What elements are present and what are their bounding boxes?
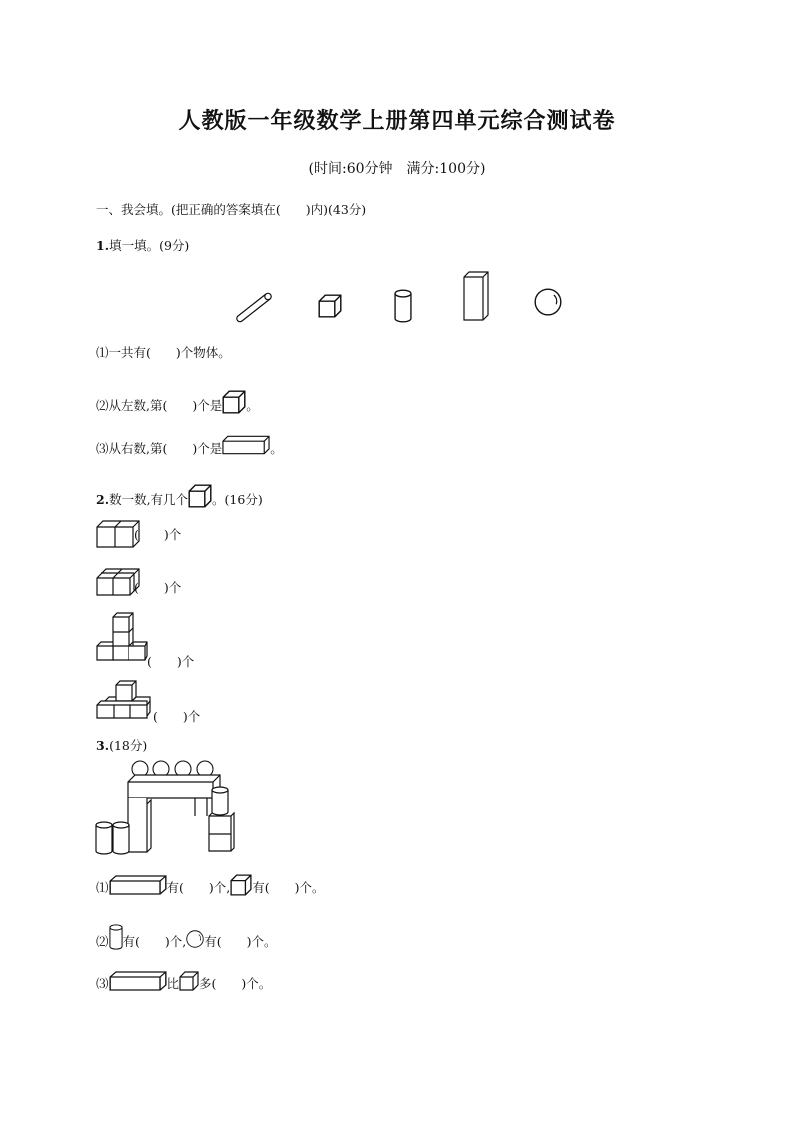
q3-part3-text-a: 比 (166, 976, 180, 991)
q2-answer-b: ( )个 (134, 580, 182, 595)
q3-part2-text-a: 有( )个, (122, 934, 187, 949)
q1-number: 1. (96, 238, 110, 253)
page-subtitle: (时间:60分钟 满分:100分) (308, 161, 486, 177)
q3-part3 (96, 971, 271, 992)
cube-icon (318, 294, 342, 318)
page-title: 人教版一年级数学上册第四单元综合测试卷 (178, 108, 616, 134)
ball-icon (186, 930, 204, 948)
q3-part2-marker: ⑵ (96, 934, 109, 949)
gate-building-figure (95, 760, 237, 856)
q3-part3-marker: ⑶ (96, 976, 109, 991)
q3-part1-marker: ⑴ (96, 880, 109, 895)
rod-cylinder-icon (234, 290, 274, 324)
q1-text: 填一填。(9分) (109, 238, 190, 253)
section-1-heading: 一、我会填。(把正确的答案填在( )内)(43分) (96, 202, 367, 217)
cuboid-icon (222, 435, 270, 455)
q1-part2-end: 。 (246, 398, 259, 413)
q1-part2 (96, 390, 259, 414)
tall-cuboid-icon (463, 271, 489, 321)
q3-part3-text-b: 多( )个。 (199, 976, 272, 991)
cube-icon (179, 971, 199, 991)
q2-heading (96, 484, 263, 508)
cylinder-icon (390, 289, 416, 323)
q2-answer-a: ( )个 (134, 527, 182, 542)
cuboid-icon (109, 971, 167, 991)
q1-part3-end: 。 (270, 441, 283, 456)
cube-icon (230, 874, 252, 896)
q1-part3-text: ⑶从右数,第( )个是 (96, 441, 223, 456)
q3-part1-text-a: 有( )个, (166, 880, 231, 895)
q1-heading (96, 236, 189, 254)
ball-icon (534, 288, 562, 316)
q3-part2 (96, 924, 277, 950)
q2-answer-d: ( )个 (153, 709, 201, 724)
q3-part2-text-b: 有( )个。 (204, 934, 277, 949)
q2-answer-c: ( )个 (147, 654, 195, 669)
q3-part1-text-b: 有( )个。 (252, 880, 325, 895)
cube-icon (222, 390, 246, 414)
q3-text: (18分) (109, 738, 148, 753)
q1-part2-text: ⑵从左数,第( )个是 (96, 398, 223, 413)
q3-part1 (96, 874, 325, 896)
q3-number: 3. (96, 738, 110, 753)
q1-part1: ⑴一共有( )个物体。 (96, 345, 231, 360)
five-cubes-figure (96, 610, 148, 664)
q1-part3 (96, 435, 283, 457)
cuboid-icon (109, 875, 167, 895)
six-cubes-figure (96, 678, 154, 720)
cylinder-icon (109, 924, 123, 950)
cube-icon (188, 484, 212, 508)
q2-text-end: 。(16分) (212, 492, 263, 507)
q3-heading (96, 736, 147, 754)
q2-text: 数一数,有几个 (109, 492, 189, 507)
q2-number: 2. (96, 492, 110, 507)
